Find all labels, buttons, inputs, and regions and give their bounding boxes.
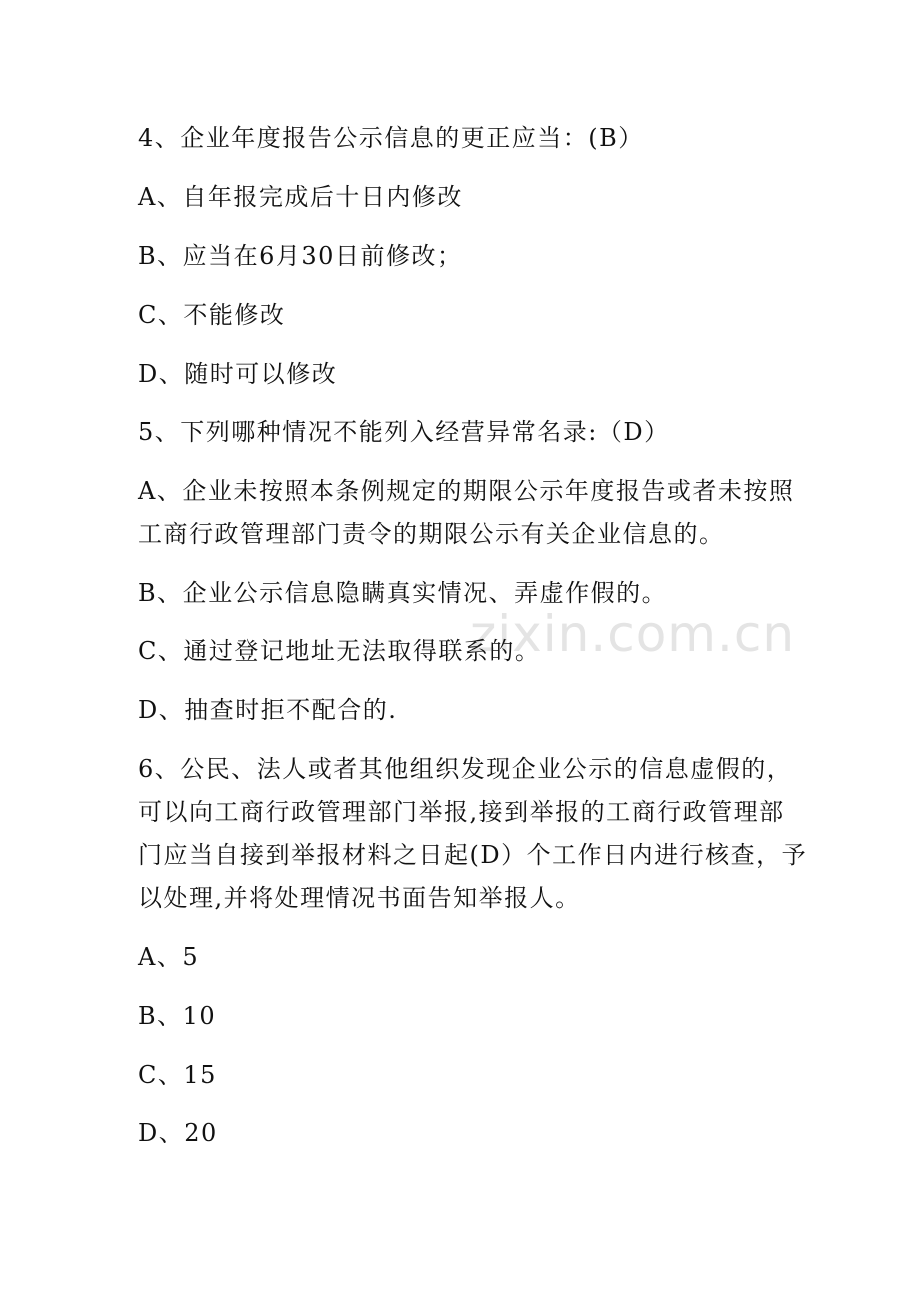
question-5-option-d: D、抽查时拒不配合的.	[138, 696, 398, 724]
question-6-option-a: A、5	[138, 943, 200, 971]
question-4-option-c: C、不能修改	[138, 301, 286, 329]
question-6-option-b: B、10	[138, 1002, 217, 1030]
question-4-option-d: D、随时可以修改	[138, 360, 338, 388]
question-4-option-b: B、应当在6月30日前修改；	[138, 242, 463, 270]
question-5-option-c: C、通过登记地址无法取得联系的。	[138, 637, 541, 665]
question-6-stem-line-3: 门应当自接到举报材料之日起(D）个工作日内进行核查，予	[138, 841, 808, 869]
question-6-stem-line-2: 可以向工商行政管理部门举报,接到举报的工商行政管理部	[138, 798, 785, 826]
question-4-option-a: A、自年报完成后十日内修改	[138, 183, 463, 211]
question-6-option-c: C、15	[138, 1061, 217, 1089]
question-6-stem-line-1: 6、公民、法人或者其他组织发现企业公示的信息虚假的，	[138, 755, 793, 783]
question-6-stem-line-4: 以处理,并将处理情况书面告知举报人。	[138, 884, 581, 912]
question-5-option-b: B、企业公示信息隐瞒真实情况、弄虚作假的。	[138, 579, 668, 607]
question-5-option-a-line-1: A、企业未按照本条例规定的期限公示年度报告或者未按照	[138, 477, 795, 505]
watermark: zixin.com.cn	[470, 605, 796, 663]
question-4-stem: 4、企业年度报告公示信息的更正应当：(B）	[138, 124, 644, 152]
question-6-option-d: D、20	[138, 1119, 218, 1147]
question-5-option-a-line-2: 工商行政管理部门责令的期限公示有关企业信息的。	[138, 520, 725, 548]
question-5-stem: 5、下列哪种情况不能列入经营异常名录:（D）	[138, 418, 670, 446]
